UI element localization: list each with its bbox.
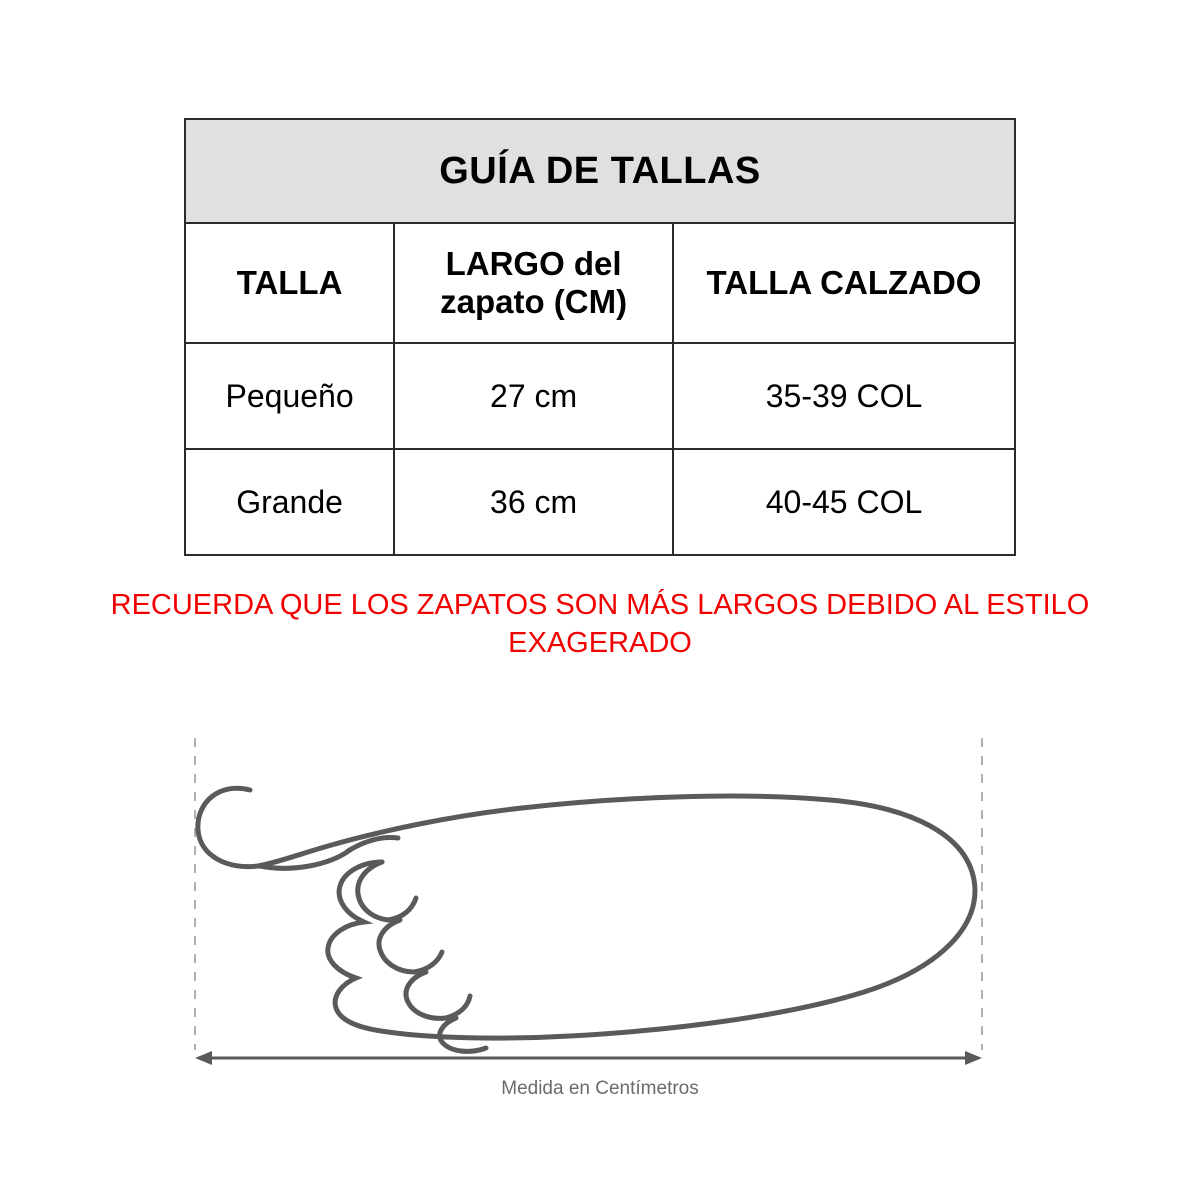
table-row: [185, 343, 1015, 449]
table-title: GUÍA DE TALLAS: [185, 119, 1015, 223]
column-header-talla-calzado: TALLA CALZADO: [673, 223, 1015, 343]
cell-talla: Pequeño: [185, 343, 394, 449]
cell-talla: Grande: [185, 449, 394, 555]
column-header-largo: LARGO del zapato (CM): [394, 223, 673, 343]
table-title-row: [185, 119, 1015, 223]
size-notice-text: RECUERDA QUE LOS ZAPATOS SON MÁS LARGOS DEBIDO AL ESTILO EXAGERADO: [110, 589, 1090, 660]
foot-measurement-diagram: [150, 720, 1050, 1140]
size-guide-table: [184, 118, 1016, 556]
size-guide-table-container: [184, 118, 1016, 556]
column-header-talla: TALLA: [185, 223, 394, 343]
table-header-row: [185, 223, 1015, 343]
diagram-caption: Medida en Centímetros: [501, 1078, 699, 1099]
cell-talla-calzado: 35-39 COL: [673, 343, 1015, 449]
footprint-outline-icon: [150, 720, 1050, 1140]
cell-largo: 27 cm: [394, 343, 673, 449]
table-row: [185, 449, 1015, 555]
cell-largo: 36 cm: [394, 449, 673, 555]
cell-talla-calzado: 40-45 COL: [673, 449, 1015, 555]
